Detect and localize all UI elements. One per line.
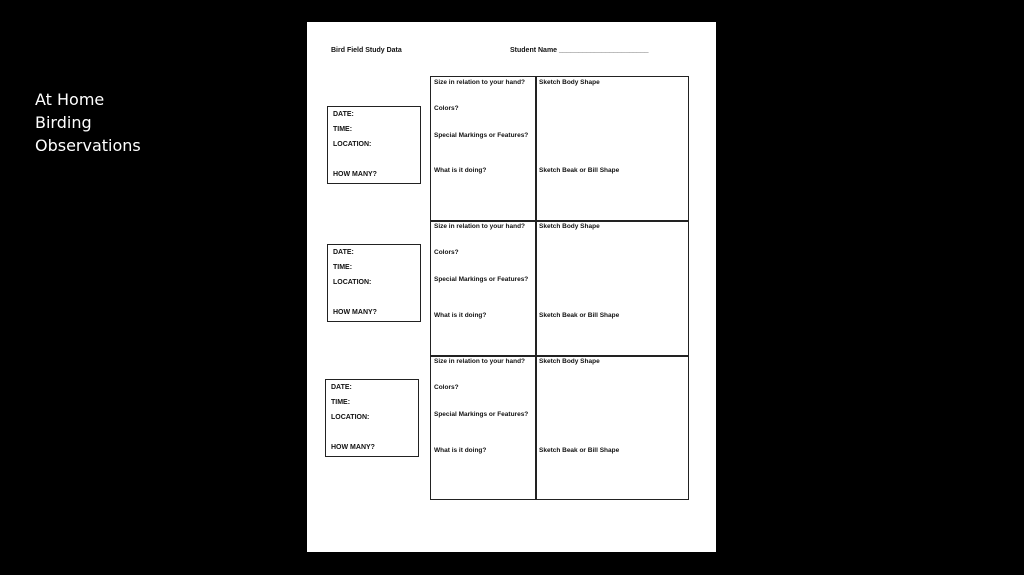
slide-title-line-2: Birding xyxy=(35,113,92,132)
doing-label: What is it doing? xyxy=(434,167,487,174)
location-label: LOCATION: xyxy=(333,279,372,286)
date-label: DATE: xyxy=(331,384,352,391)
doing-label: What is it doing? xyxy=(434,447,487,454)
size-label: Size in relation to your hand? xyxy=(434,79,526,86)
time-label: TIME: xyxy=(331,399,351,406)
observation-grid xyxy=(430,76,689,500)
info-box-3 xyxy=(325,379,419,457)
info-box-1 xyxy=(327,106,421,184)
how-many-label: HOW MANY? xyxy=(331,444,375,451)
body-shape-label: Sketch Body Shape xyxy=(539,223,600,230)
markings-label: Special Markings or Features? xyxy=(434,276,529,283)
worksheet-title: Bird Field Study Data xyxy=(331,47,402,54)
markings-label: Special Markings or Features? xyxy=(434,132,529,139)
date-label: DATE: xyxy=(333,111,354,118)
how-many-label: HOW MANY? xyxy=(333,309,377,316)
colors-label: Colors? xyxy=(434,249,459,256)
time-label: TIME: xyxy=(333,126,353,133)
grid-divider-2 xyxy=(431,355,688,357)
beak-shape-label: Sketch Beak or Bill Shape xyxy=(539,167,620,174)
slide-title xyxy=(35,88,141,157)
body-shape-label: Sketch Body Shape xyxy=(539,79,600,86)
doing-label: What is it doing? xyxy=(434,312,487,319)
grid-divider-vertical xyxy=(535,77,537,499)
student-name-field: Student Name _______________________ xyxy=(510,47,649,54)
date-label: DATE: xyxy=(333,249,354,256)
markings-label: Special Markings or Features? xyxy=(434,411,529,418)
location-label: LOCATION: xyxy=(331,414,370,421)
size-label: Size in relation to your hand? xyxy=(434,223,526,230)
beak-shape-label: Sketch Beak or Bill Shape xyxy=(539,312,620,319)
colors-label: Colors? xyxy=(434,384,459,391)
beak-shape-label: Sketch Beak or Bill Shape xyxy=(539,447,620,454)
body-shape-label: Sketch Body Shape xyxy=(539,358,600,365)
size-label: Size in relation to your hand? xyxy=(434,358,526,365)
colors-label: Colors? xyxy=(434,105,459,112)
grid-divider-1 xyxy=(431,220,688,222)
worksheet-page xyxy=(307,22,716,552)
slide-title-line-1: At Home xyxy=(35,90,105,109)
info-box-2 xyxy=(327,244,421,322)
time-label: TIME: xyxy=(333,264,353,271)
how-many-label: HOW MANY? xyxy=(333,171,377,178)
slide-title-line-3: Observations xyxy=(35,136,141,155)
location-label: LOCATION: xyxy=(333,141,372,148)
